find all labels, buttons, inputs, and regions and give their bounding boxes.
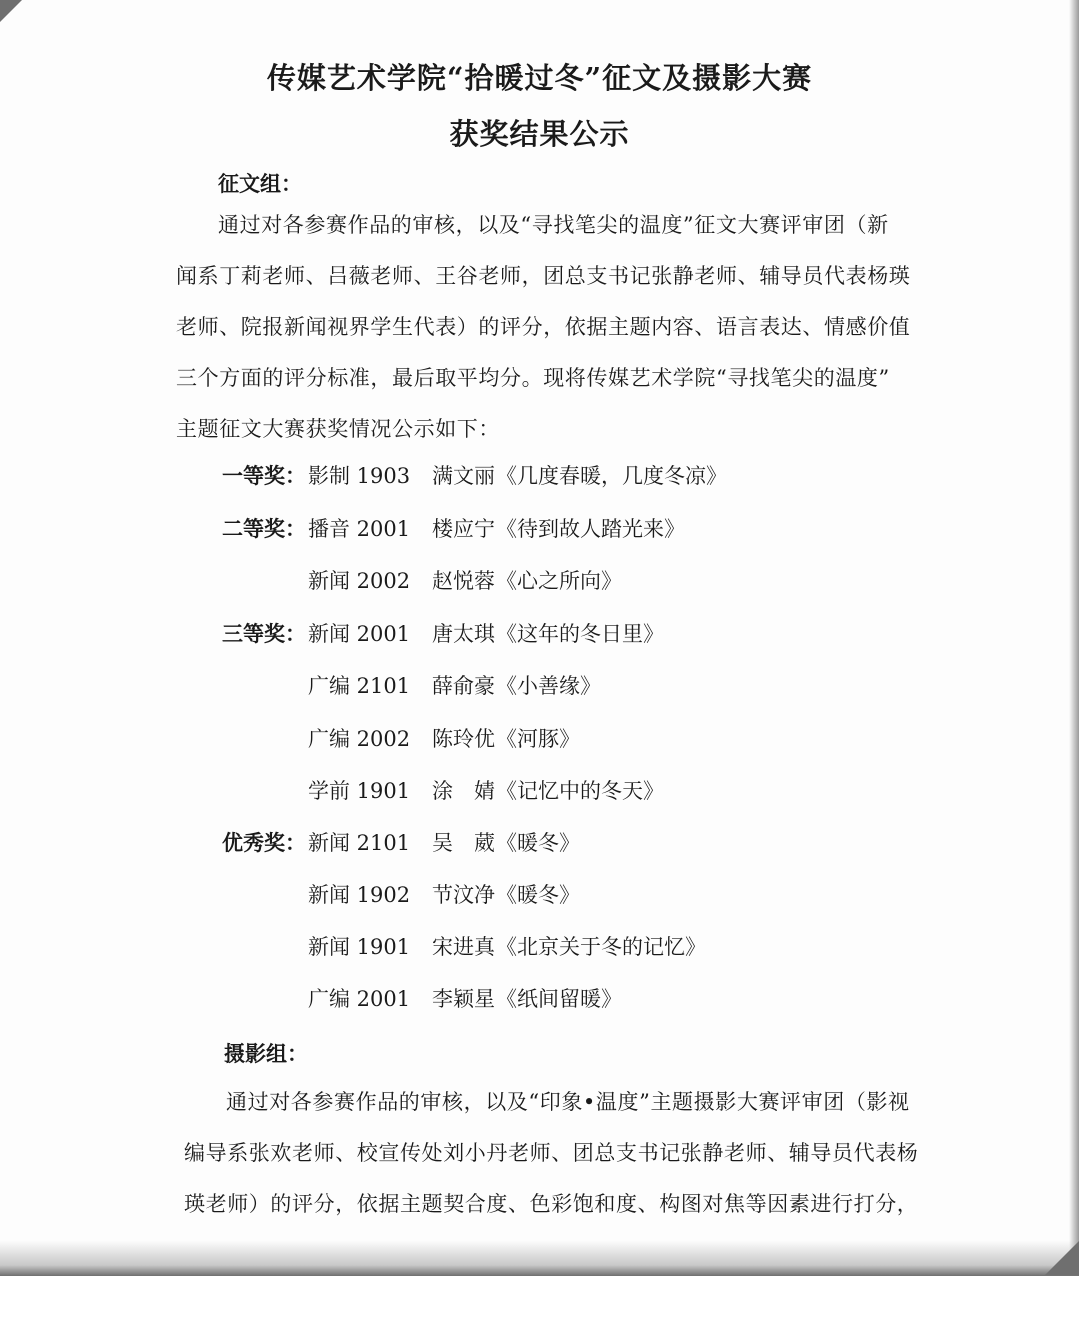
paragraph-line: 主题征文大赛获奖情况公示如下：	[176, 417, 500, 441]
award-work-title: 《北京关于冬的记忆》	[496, 935, 706, 959]
award-class: 新闻 2002	[308, 569, 411, 593]
award-class: 新闻 1902	[308, 883, 411, 907]
award-work-title: 《纸间留暖》	[496, 987, 622, 1011]
photo-intro-paragraph	[184, 1077, 924, 1230]
paragraph-line: 闻系丁莉老师、吕薇老师、王谷老师，团总支书记张静老师、辅导员代表杨瑛	[176, 264, 911, 288]
award-winner: 李颖星	[432, 987, 495, 1011]
award-class: 新闻 1901	[308, 935, 411, 959]
award-class: 影制 1903	[308, 464, 411, 488]
award-work-title: 《暖冬》	[496, 831, 580, 855]
paragraph-line: 瑛老师）的评分，依据主题契合度、色彩饱和度、构图对焦等因素进行打分，	[184, 1192, 919, 1216]
award-work-title: 《河豚》	[496, 727, 580, 751]
award-winner: 陈玲优	[432, 727, 495, 751]
award-winner: 节汶净	[432, 883, 495, 907]
award-winner: 赵悦蓉	[432, 569, 495, 593]
document-subtitle: 获奖结果公示	[449, 117, 630, 151]
award-class: 新闻 2101	[308, 831, 411, 855]
award-level: 三等奖：	[222, 621, 306, 646]
essay-intro-paragraph	[176, 200, 926, 455]
scan-corner-shadow	[1045, 1241, 1079, 1275]
award-class: 广编 2001	[308, 987, 411, 1011]
award-class: 新闻 2001	[308, 622, 411, 646]
photo-section-heading: 摄影组：	[224, 1041, 308, 1066]
award-winner: 唐太琪	[432, 622, 495, 646]
paragraph-line: 老师、院报新闻视界学生代表）的评分，依据主题内容、语言表达、情感价值	[176, 315, 911, 339]
award-class: 学前 1901	[308, 779, 411, 803]
scan-bottom-shadow	[0, 1240, 1079, 1276]
award-level: 二等奖：	[222, 516, 306, 541]
award-winner: 涂 婧	[432, 779, 495, 803]
award-class: 广编 2002	[308, 727, 411, 751]
scan-edge-shadow	[1069, 0, 1079, 1275]
award-winner: 满文丽	[432, 464, 495, 488]
scan-corner-shadow	[0, 0, 22, 22]
paragraph-line: 编导系张欢老师、校宣传处刘小丹老师、团总支书记张静老师、辅导员代表杨	[184, 1141, 919, 1165]
award-work-title: 《小善缘》	[496, 674, 601, 698]
award-winner: 薛俞豪	[432, 674, 495, 698]
award-winner: 楼应宁	[432, 517, 495, 541]
award-work-title: 《记忆中的冬天》	[496, 779, 664, 803]
essay-section-heading: 征文组：	[218, 171, 302, 196]
award-class: 播音 2001	[308, 517, 411, 541]
paragraph-line: 通过对各参赛作品的审核，以及“寻找笔尖的温度”征文大赛评审团（新	[218, 213, 889, 237]
award-winner: 宋进真	[432, 935, 495, 959]
award-class: 广编 2101	[308, 674, 411, 698]
paragraph-line: 三个方面的评分标准，最后取平均分。现将传媒艺术学院“寻找笔尖的温度”	[176, 366, 890, 390]
award-work-title: 《暖冬》	[496, 883, 580, 907]
paragraph-line: 通过对各参赛作品的审核，以及“印象•温度”主题摄影大赛评审团（影视	[226, 1090, 910, 1114]
award-winner: 吴 葳	[432, 831, 495, 855]
award-work-title: 《待到故人踏光来》	[496, 517, 685, 541]
award-work-title: 《几度春暖，几度冬凉》	[496, 464, 727, 488]
award-work-title: 《这年的冬日里》	[496, 622, 664, 646]
award-level: 一等奖：	[222, 463, 306, 488]
award-work-title: 《心之所向》	[496, 569, 622, 593]
document-title: 传媒艺术学院“拾暖过冬”征文及摄影大赛	[266, 61, 813, 95]
award-level: 优秀奖：	[222, 830, 306, 855]
